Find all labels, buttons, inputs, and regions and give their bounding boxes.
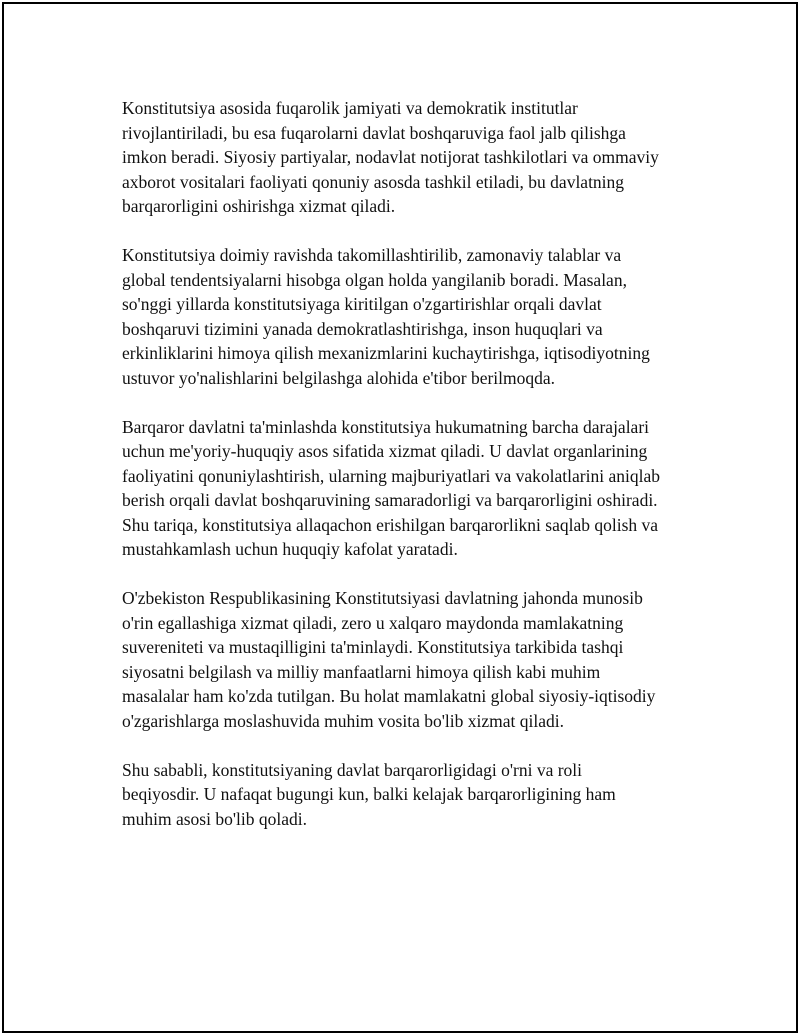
text-line: imkon beradi. Siyosiy partiyalar, nodavlat notijorat tashkilotlari va ommaviy <box>122 147 659 167</box>
text-line: ustuvor yo'nalishlarini belgilashga alohida e'tibor berilmoqda. <box>122 367 556 388</box>
text-line: Barqaror davlatni ta'minlashda konstitutsiya hukumatning barcha darajalari <box>122 416 650 437</box>
paragraph-3 <box>122 415 702 562</box>
paragraph-1 <box>122 96 702 219</box>
paragraph-2 <box>122 243 702 390</box>
text-line: Shu sababli, konstitutsiyaning davlat barqarorligidagi o'rni va roli <box>122 759 583 780</box>
text-line: Shu tariqa, konstitutsiya allaqachon erishilgan barqarorlikni saqlab qolish va <box>122 514 659 535</box>
text-line: mustahkamlash uchun huquqiy kafolat yaratadi. <box>122 539 458 559</box>
text-line: masalalar ham ko'zda tutilgan. Bu holat mamlakatni global siyosiy-iqtisodiy <box>122 686 656 706</box>
text-line: uchun me'yoriy-huquqiy asos sifatida xizmat qiladi. U davlat organlarining <box>122 441 648 461</box>
text-line: siyosatni belgilash va milliy manfaatlarni himoya qilish kabi muhim <box>122 661 601 682</box>
text-line: beqiyosdir. U nafaqat bugungi kun, balki kelajak barqarorligining ham <box>122 784 616 804</box>
paragraph-4 <box>122 586 702 733</box>
text-line: axborot vositalari faoliyati qonuniy asosda tashkil etiladi, bu davlatning <box>122 171 625 192</box>
paragraph-5 <box>122 758 702 832</box>
document-page <box>2 2 798 1033</box>
text-line: global tendentsiyalarni hisobga olgan holda yangilanib boradi. Masalan, <box>122 269 627 290</box>
text-line: Konstitutsiya doimiy ravishda takomillashtirilib, zamonaviy talablar va <box>122 245 622 265</box>
text-line: rivojlantiriladi, bu esa fuqarolarni davlat boshqaruviga faol jalb qilishga <box>122 122 626 143</box>
text-line: O'zbekiston Respublikasining Konstitutsiyasi davlatning jahonda munosib <box>122 588 643 608</box>
document-body <box>122 96 702 831</box>
text-line: berish orqali davlat boshqaruvining samaradorligi va barqarorligini oshiradi. <box>122 490 658 510</box>
text-line: so'nggi yillarda konstitutsiyaga kiritilgan o'zgartirishlar orqali davlat <box>122 294 602 314</box>
text-line: boshqaruvi tizimini yanada demokratlashtirishga, inson huquqlari va <box>122 318 603 339</box>
text-line: o'zgarishlarga moslashuvida muhim vosita bo'lib xizmat qiladi. <box>122 710 564 731</box>
text-line: Konstitutsiya asosida fuqarolik jamiyati va demokratik institutlar <box>122 98 578 118</box>
text-line: faoliyatini qonuniylashtirish, ularning majburiyatlari va vakolatlarini aniqlab <box>122 465 660 486</box>
text-line: o'rin egallashiga xizmat qiladi, zero u xalqaro maydonda mamlakatning <box>122 612 624 633</box>
text-line: barqarorligini oshirishga xizmat qiladi. <box>122 196 396 216</box>
text-line: muhim asosi bo'lib qoladi. <box>122 808 307 829</box>
text-line: erkinliklarini himoya qilish mexanizmlarini kuchaytirishga, iqtisodiyotning <box>122 343 650 363</box>
text-line: suvereniteti va mustaqilligini ta'minlaydi. Konstitutsiya tarkibida tashqi <box>122 637 624 657</box>
